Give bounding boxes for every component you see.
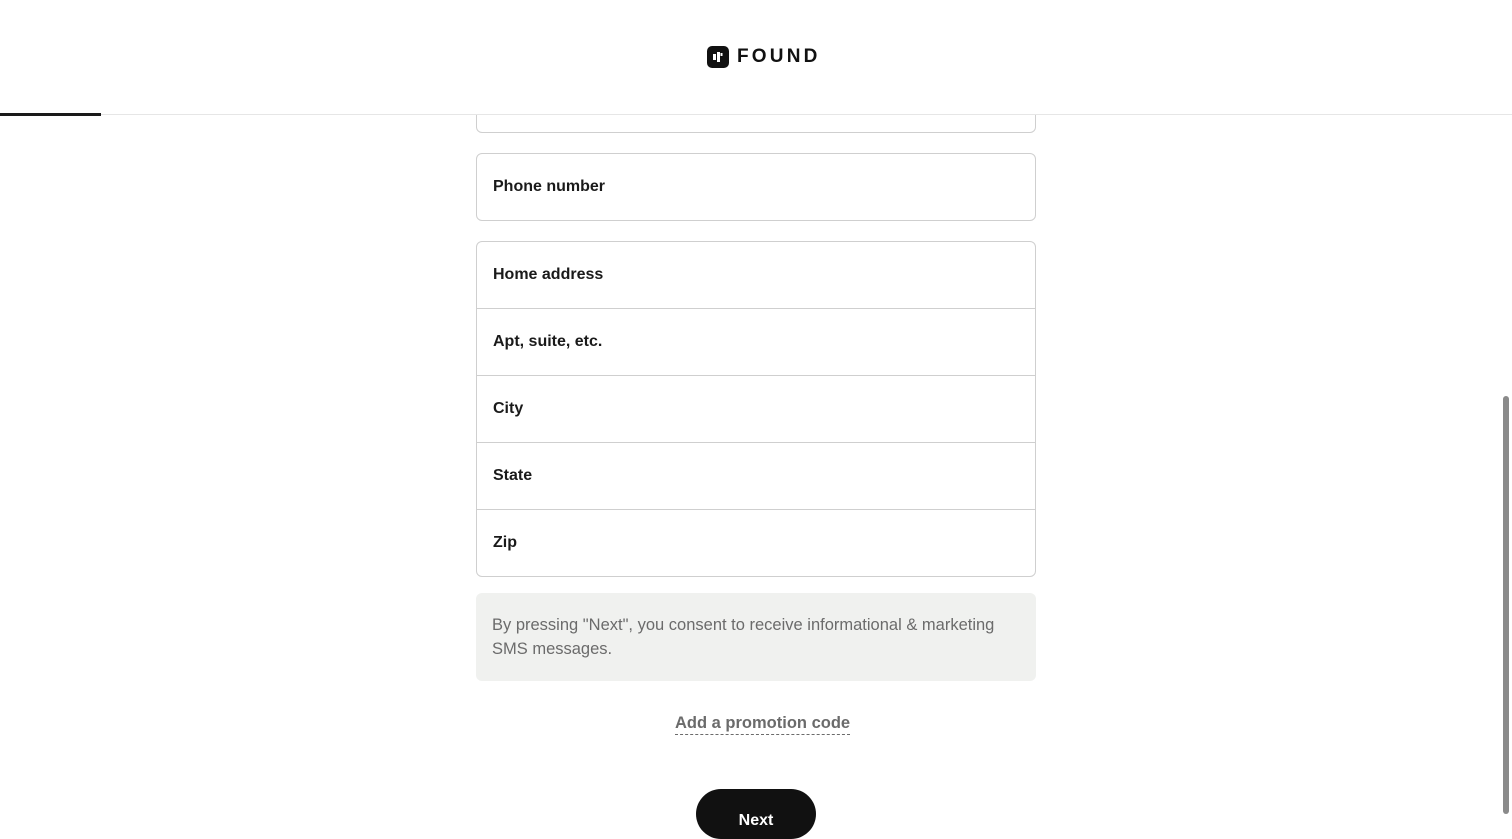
scrollbar[interactable] [1503,396,1509,814]
state-field[interactable] [477,443,1035,510]
brand-logo[interactable] [707,46,821,68]
apt-suite-label: Apt, suite, etc. [493,333,603,350]
found-logo-icon [707,46,729,68]
city-field[interactable] [477,376,1035,443]
logo-wordmark: FOUND [737,46,821,67]
progress-bar [0,113,101,116]
next-button[interactable]: Next [696,789,816,839]
city-label: City [493,400,524,417]
state-label: State [493,467,533,484]
home-address-field[interactable] [477,242,1035,309]
top-header [0,0,1512,115]
add-promotion-code-link[interactable]: Add a promotion code [675,714,850,735]
home-address-label: Home address [493,266,604,283]
apt-suite-field[interactable] [477,309,1035,376]
sms-consent-notice: By pressing "Next", you consent to receive informational & marketing SMS messages. [476,593,1036,681]
address-group [476,241,1036,577]
zip-field[interactable] [477,510,1035,576]
zip-label: Zip [493,534,517,551]
phone-number-label: Phone number [493,178,606,195]
phone-number-field[interactable] [476,153,1036,221]
